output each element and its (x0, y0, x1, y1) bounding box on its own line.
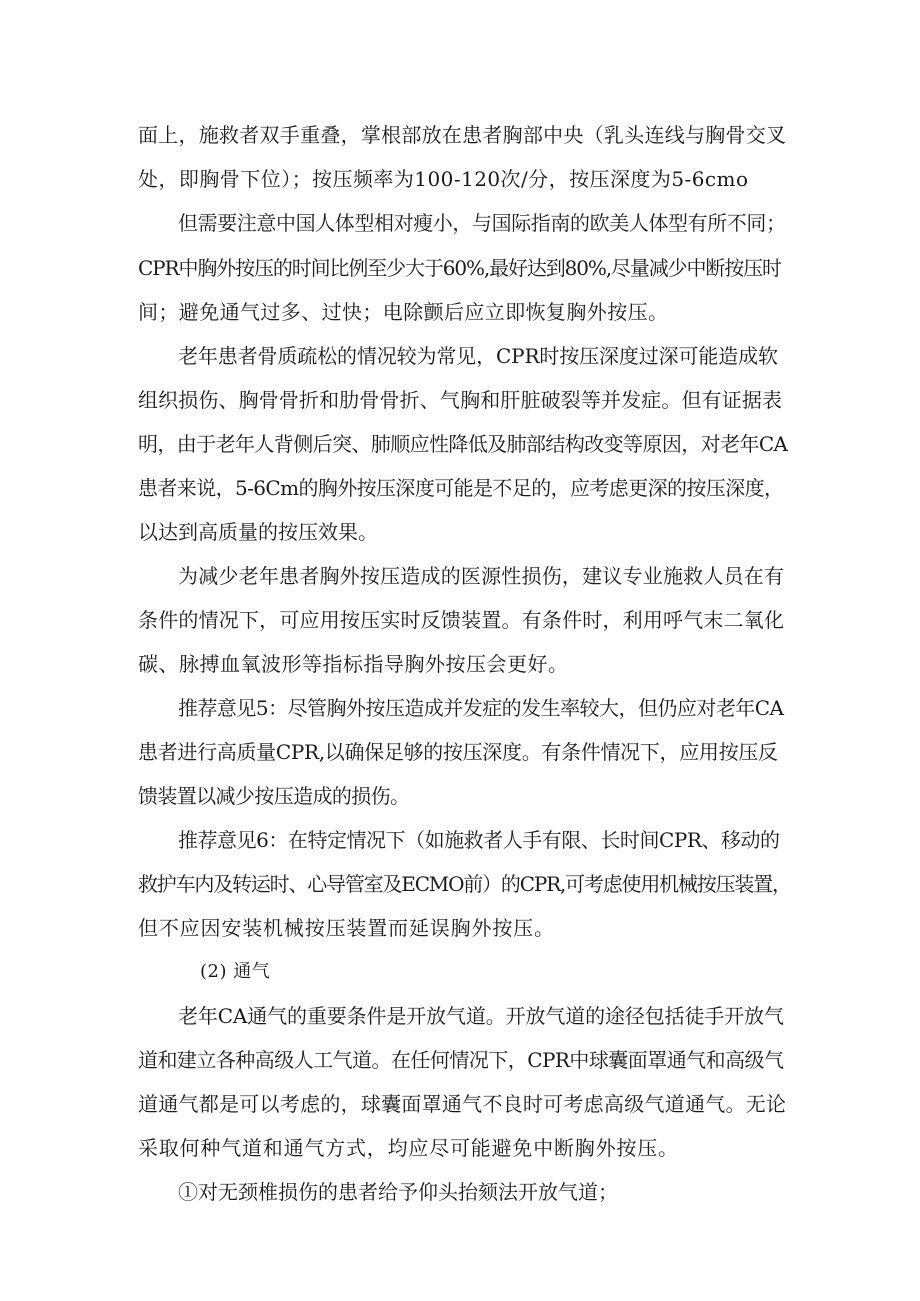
text-line: 以达到高质量的按压效果。 (138, 520, 378, 544)
text-line: 老年患者骨质疏松的情况较为常见，CPR时按压深度过深可能造成软 (178, 344, 778, 368)
text-line: 但不应因安装机械按压装置而延误胸外按压。 (138, 916, 555, 940)
text-line: 间；避免通气过多、过快；电除颤后应立即恢复胸外按压。 (138, 300, 669, 324)
text-line: 推荐意见5：尽管胸外按压造成并发症的发生率较大，但仍应对老年CA (178, 696, 784, 720)
text-line: 面上，施救者双手重叠，掌根部放在患者胸部中央（乳头连线与胸骨交叉 (138, 123, 787, 147)
text-line: 组织损伤、胸骨骨折和肋骨骨折、气胸和肝脏破裂等并发症。但有证据表 (138, 388, 783, 412)
text-line: 但需要注意中国人体型相对瘦小，与国际指南的欧美人体型有所不同； (178, 211, 786, 235)
text-line: 明，由于老年人背侧后突、肺顺应性降低及肺部结构改变等原因，对老年CA (138, 432, 788, 456)
text-line: 为减少老年患者胸外按压造成的医源性损伤，建议专业施救人员在有 (178, 564, 785, 588)
text-line: 推荐意见6：在特定情况下（如施救者人手有限、长时间CPR、移动的 (178, 828, 780, 852)
text-line: 道和建立各种高级人工气道。在任何情况下，CPR中球囊面罩通气和高级气 (138, 1048, 784, 1072)
text-line: 馈装置以减少按压造成的损伤。 (138, 784, 410, 808)
text-line: 处，即胸骨下位）；按压频率为100-120次/分，按压深度为5-6cmo (138, 167, 749, 191)
text-line: 老年CA通气的重要条件是开放气道。开放气道的途径包括徒手开放气 (178, 1004, 784, 1028)
text-line: CPR中胸外按压的时间比例至少大于60%,最好达到80%,尽量减少中断按压时 (138, 256, 781, 280)
text-line: 患者来说，5-6Cm的胸外按压深度可能是不足的，应考虑更深的按压深度， (138, 476, 784, 500)
text-line: 条件的情况下，可应用按压实时反馈装置。有条件时，利用呼气末二氧化 (138, 608, 785, 632)
text-line: 救护车内及转运时、心导管室及ECMO前）的CPR,可考虑使用机械按压装置， (138, 872, 791, 896)
text-line: ①对无颈椎损伤的患者给予仰头抬颏法开放气道； (178, 1180, 618, 1204)
text-line: 患者进行高质量CPR,以确保足够的按压深度。有条件情况下，应用按压反 (138, 740, 778, 764)
text-line: 采取何种气道和通气方式，均应尽可能避免中断胸外按压。 (138, 1136, 679, 1160)
section-heading: (2) 通气 (200, 961, 271, 982)
text-line: 碳、脉搏血氧波形等指标指导胸外按压会更好。 (138, 652, 569, 676)
text-line: 道通气都是可以考虑的，球囊面罩通气不良时可考虑高级气道通气。无论 (138, 1092, 787, 1116)
